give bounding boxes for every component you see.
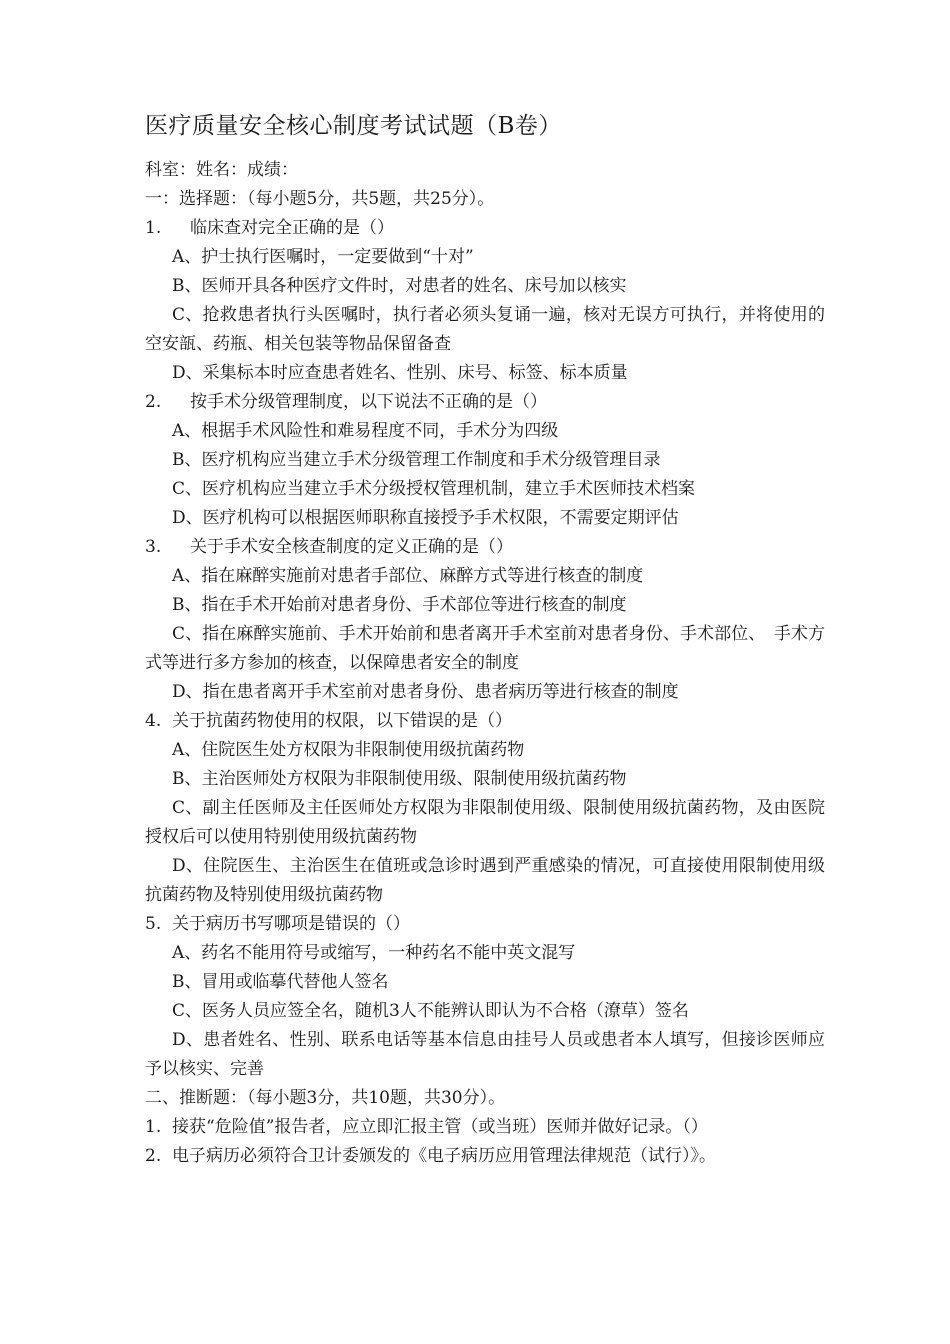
question-5 <box>145 910 825 939</box>
document-title: 医疗质量安全核心制度考试试题（B卷） <box>145 113 562 139</box>
question-number: 2. <box>145 392 162 412</box>
question-3 <box>145 533 825 562</box>
question-2-option-c: C、医疗机构应当建立手术分级授权管理机制，建立手术医师技术档案 <box>172 479 696 499</box>
question-4-option-c: C、副主任医师及主任医师处方权限为非限制使用级、限制使用级抗菌药物，及由医院授权后可以使用特别使用级抗菌药物 <box>145 798 825 847</box>
question-number: 4. <box>145 711 162 731</box>
question-text: 关于病历书写哪项是错误的（） <box>172 914 410 934</box>
exam-document <box>145 110 825 1171</box>
question-number: 3. <box>145 537 162 557</box>
section2-heading: 二、推断题：（每小题3分，共10题，共30分）。 <box>145 1088 506 1108</box>
question-2 <box>145 388 825 417</box>
item-text: 接获“危险值”报告者，应立即汇报主管（或当班）医师并做好记录。（） <box>172 1117 708 1137</box>
question-1-option-a: A、护士执行医嘱时，一定要做到“十对” <box>172 247 474 267</box>
judgement-item-2 <box>145 1142 825 1171</box>
question-1 <box>145 214 825 243</box>
item-number: 2. <box>145 1146 162 1166</box>
question-4-option-b: B、主治医师处方权限为非限制使用级、限制使用级抗菌药物 <box>172 769 627 789</box>
question-1-option-b: B、医师开具各种医疗文件时，对患者的姓名、床号加以核实 <box>172 276 627 296</box>
question-text: 关于手术安全核查制度的定义正确的是（） <box>190 537 513 557</box>
question-number: 1. <box>145 218 162 238</box>
question-2-option-b: B、医疗机构应当建立手术分级管理工作制度和手术分级管理目录 <box>172 450 661 470</box>
question-4 <box>145 707 825 736</box>
question-5-option-d: D、患者姓名、性别、联系电话等基本信息由挂号人员或患者本人填写，但接诊医师应予以核实、完善 <box>145 1030 825 1079</box>
question-text: 按手术分级管理制度，以下说法不正确的是（） <box>190 392 547 412</box>
item-text: 电子病历必须符合卫计委颁发的《电子病历应用管理法律规范（试行）》。 <box>172 1146 716 1166</box>
question-number: 5. <box>145 914 162 934</box>
question-3-option-c: C、指在麻醉实施前、手术开始前和患者离开手术室前对患者身份、手术部位、 手术方式等进行多方参加的核查，以保障患者安全的制度 <box>145 624 825 673</box>
judgement-item-1 <box>145 1113 825 1142</box>
question-5-option-a: A、药名不能用符号或缩写，一种药名不能中英文混写 <box>172 943 576 963</box>
question-4-option-d: D、住院医生、主治医生在值班或急诊时遇到严重感染的情况，可直接使用限制使用级抗菌药物及特别使用级抗菌药物 <box>145 856 825 905</box>
question-3-option-b: B、指在手术开始前对患者身份、手术部位等进行核查的制度 <box>172 595 627 615</box>
question-5-option-c: C、医务人员应签全名，随机3人不能辨认即认为不合格（潦草）签名 <box>172 1001 689 1021</box>
header-fields: 科室：姓名：成绩： <box>145 160 298 180</box>
question-1-option-c: C、抢救患者执行头医嘱时，执行者必须头复诵一遍，核对无误方可执行，并将使用的空安瓿、药瓶、相关包装等物品保留备查 <box>145 305 825 354</box>
question-5-option-b: B、冒用或临摹代替他人签名 <box>172 972 389 992</box>
question-1-option-d: D、采集标本时应查患者姓名、性别、床号、标签、标本质量 <box>172 363 628 383</box>
question-3-option-a: A、指在麻醉实施前对患者手部位、麻醉方式等进行核查的制度 <box>172 566 644 586</box>
question-2-option-a: A、根据手术风险性和难易程度不同，手术分为四级 <box>172 421 559 441</box>
question-2-option-d: D、医疗机构可以根据医师职称直接授予手术权限，不需要定期评估 <box>172 508 679 528</box>
question-text: 关于抗菌药物使用的权限，以下错误的是（） <box>172 711 512 731</box>
question-4-option-a: A、住院医生处方权限为非限制使用级抗菌药物 <box>172 740 525 760</box>
question-3-option-d: D、指在患者离开手术室前对患者身份、患者病历等进行核查的制度 <box>172 682 679 702</box>
section1-heading: 一：选择题：（每小题5分，共5题，共25分）。 <box>145 189 495 209</box>
question-text: 临床查对完全正确的是（） <box>190 218 394 238</box>
item-number: 1. <box>145 1117 162 1137</box>
